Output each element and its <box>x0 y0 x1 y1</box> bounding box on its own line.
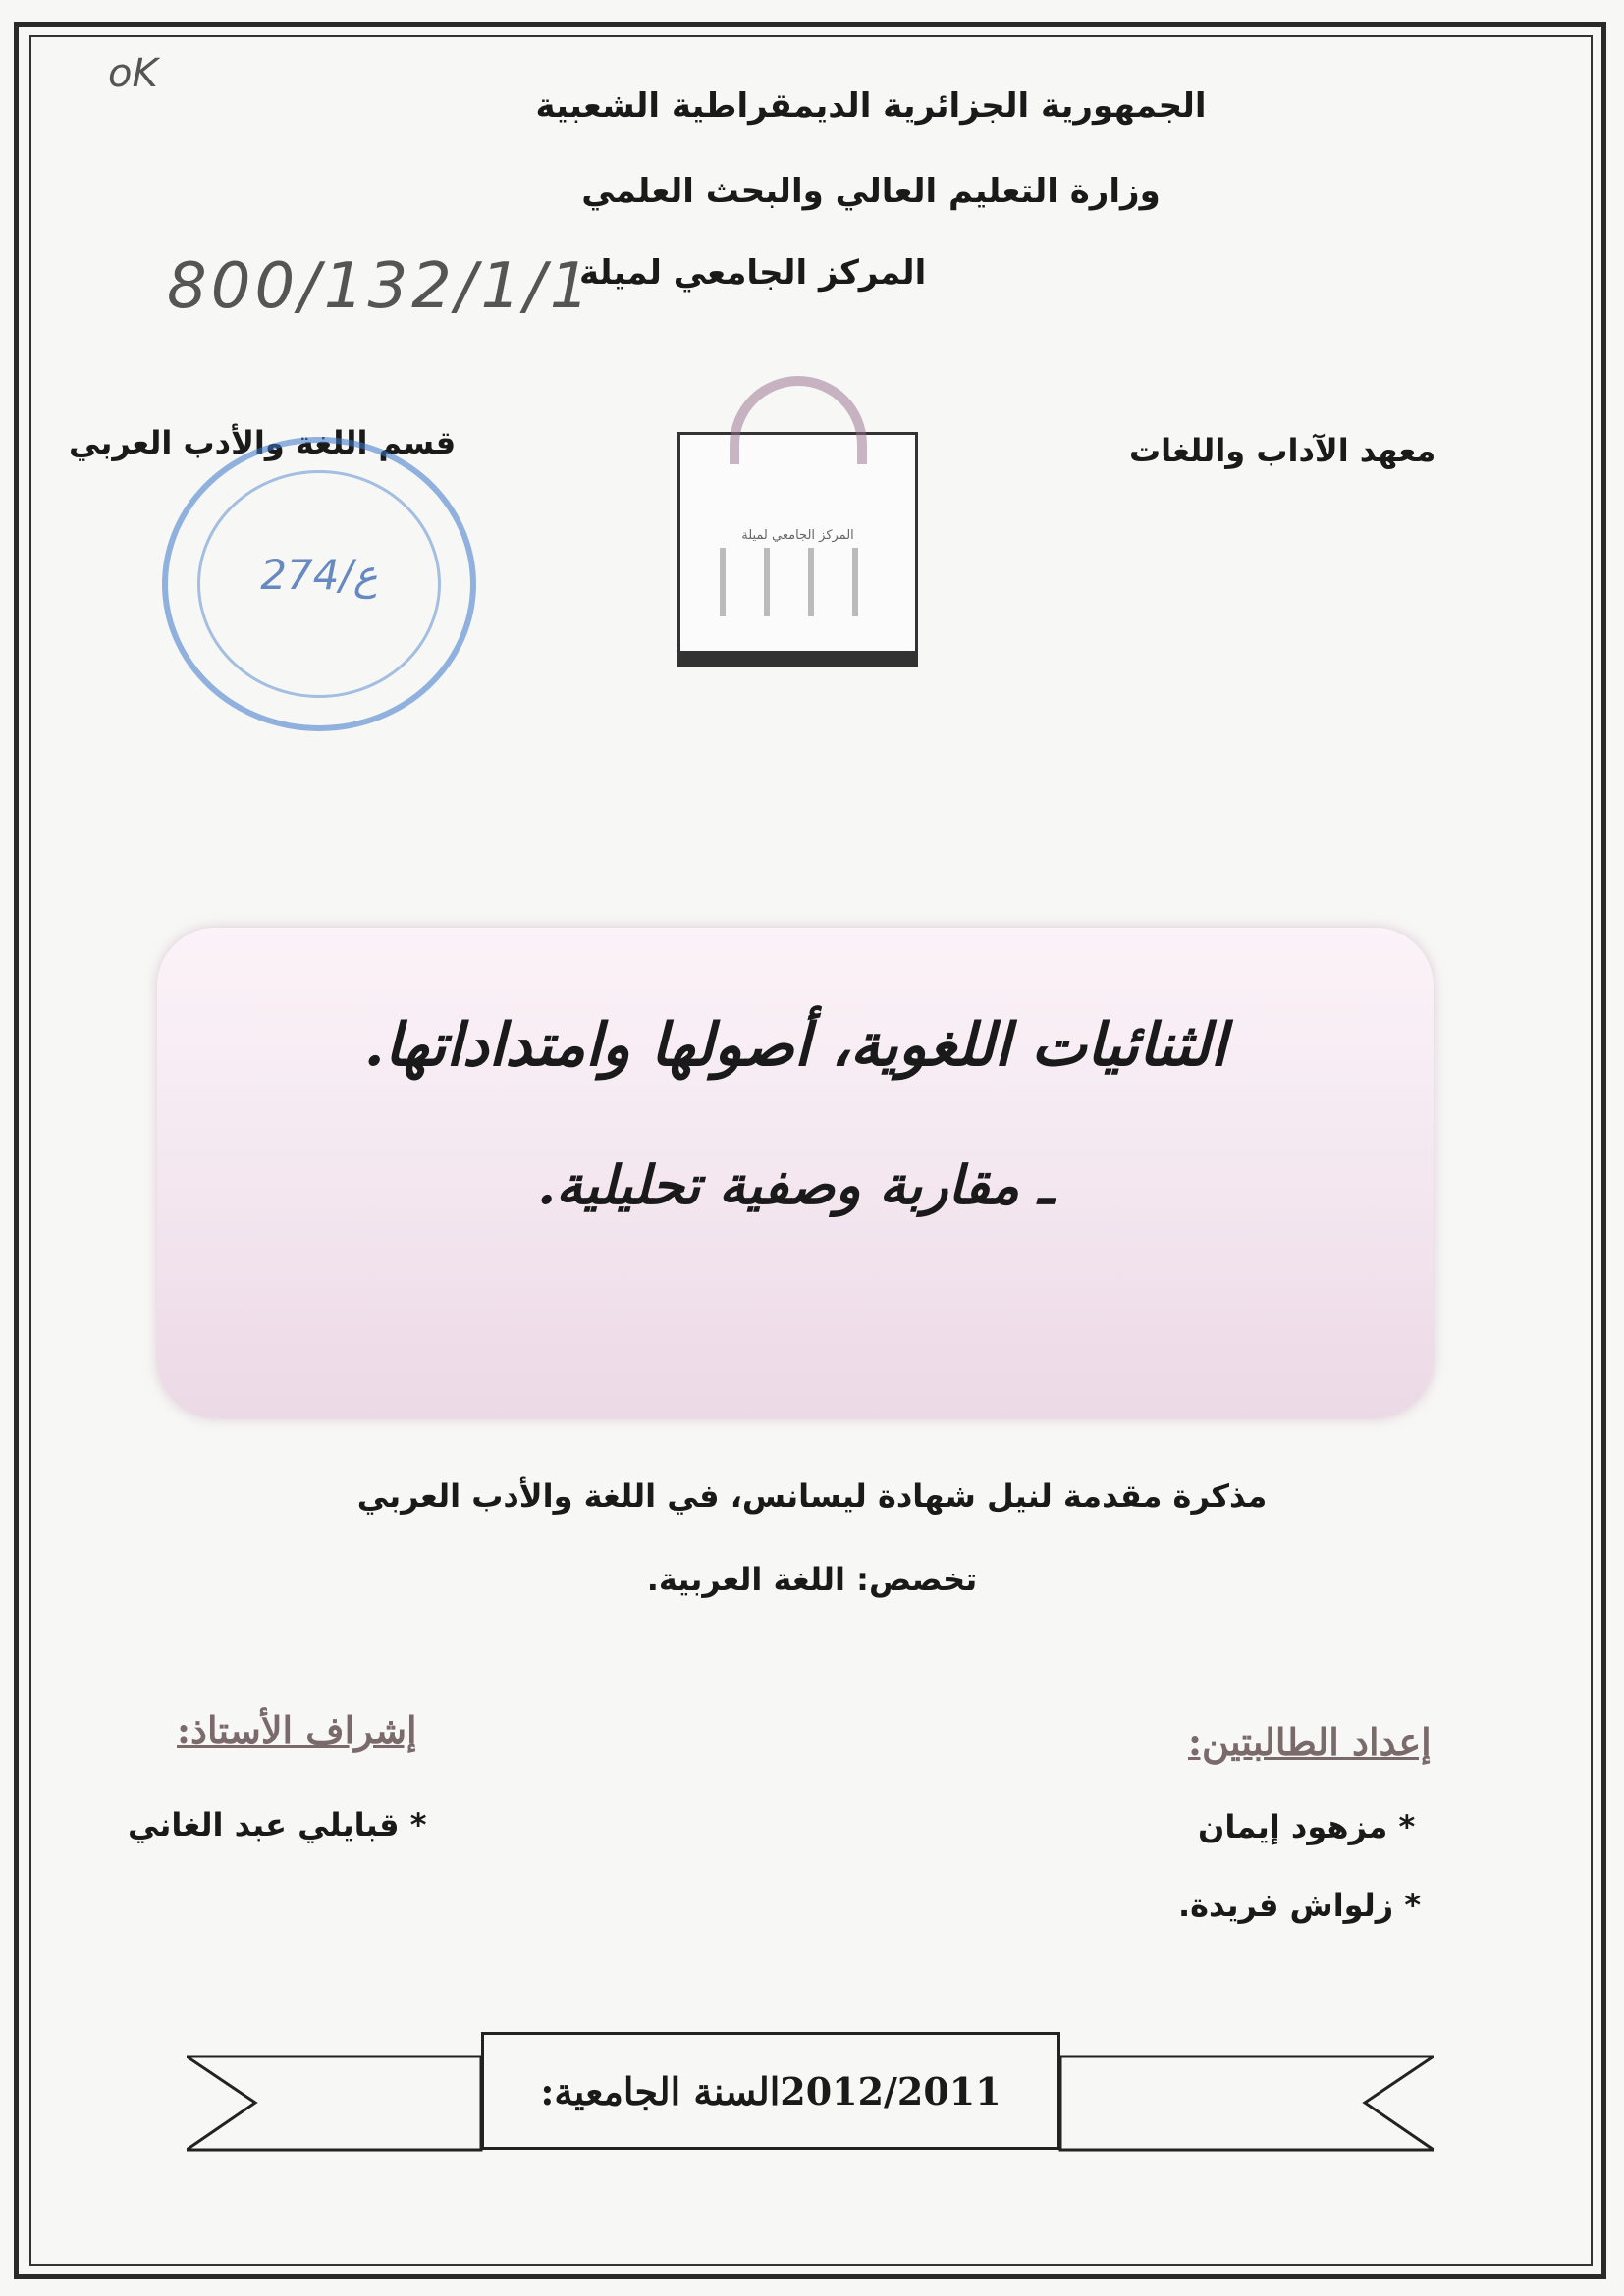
institute-label: معهد الآداب واللغات <box>1129 432 1436 469</box>
thesis-title: الثنائيات اللغوية، أصولها وامتداداتها. <box>363 1011 1227 1080</box>
stamp-number: ع/274 <box>260 551 378 599</box>
official-stamp <box>162 437 476 731</box>
supervisor-name: * قبايلي عبد الغاني <box>128 1806 427 1843</box>
logo-caption: المركز الجامعي لميلة <box>741 528 854 543</box>
academic-year-label: السنة الجامعية: <box>540 2068 781 2113</box>
students-heading: إعداد الطالبتين: <box>1188 1720 1432 1764</box>
university-logo <box>677 432 918 667</box>
academic-year-value: 2012/2011 <box>780 2068 1001 2113</box>
supervisor-heading: إشراف الأستاذ: <box>177 1708 417 1752</box>
logo-base <box>680 651 915 665</box>
academic-year-box <box>481 2032 1060 2150</box>
republic-title: الجمهورية الجزائرية الديمقراطية الشعبية <box>535 86 1207 126</box>
thesis-purpose: مذكرة مقدمة لنيل شهادة ليسانس، في اللغة والأدب العربي <box>356 1477 1268 1515</box>
university-center-title: المركز الجامعي لميلة <box>579 253 927 293</box>
reference-number: 800/132/1/1 <box>167 250 594 323</box>
title-panel <box>157 928 1434 1418</box>
thesis-specialty: تخصص: اللغة العربية. <box>646 1561 978 1598</box>
academic-year-ribbon <box>187 2022 1434 2179</box>
student-name-1: * مزهود إيمان <box>1198 1808 1416 1845</box>
thesis-subtitle: ـ مقاربة وصفية تحليلية. <box>537 1153 1054 1216</box>
department-label: قسم اللغة والأدب العربي <box>69 424 457 461</box>
ministry-title: وزارة التعليم العالي والبحث العلمي <box>581 172 1161 211</box>
student-name-2: * زلواش فريدة. <box>1178 1887 1422 1924</box>
ok-mark: oK <box>108 51 158 96</box>
